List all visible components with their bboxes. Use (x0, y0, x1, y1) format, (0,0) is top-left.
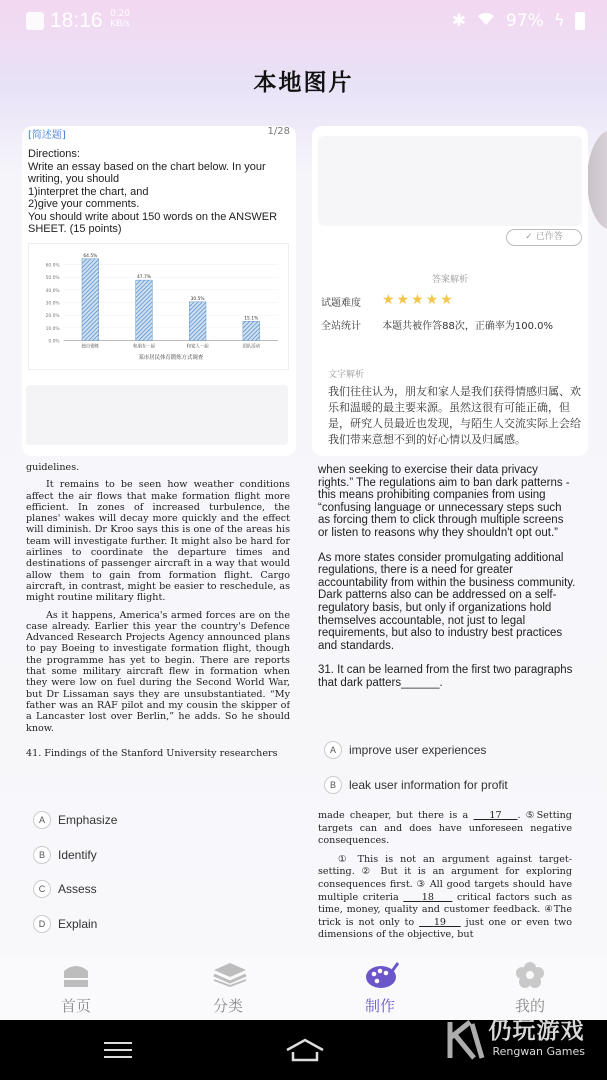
tab-label: 首页 (60, 997, 91, 1015)
tab-create[interactable] (320, 955, 440, 1020)
difficulty-label: 试题难度 (321, 298, 361, 309)
data-label: 30.5% (190, 296, 205, 302)
x-tick-label: 和朋友一起 (132, 344, 155, 350)
x-tick-label: 团队活动 (242, 344, 261, 350)
bar (82, 259, 99, 341)
status-bar (0, 0, 607, 44)
home-nav-icon[interactable] (285, 1038, 325, 1066)
bar (243, 321, 260, 340)
tab-profile[interactable] (470, 955, 590, 1020)
answered-badge (506, 229, 582, 246)
blank-number: 19 (433, 916, 447, 928)
option-c[interactable] (33, 880, 97, 898)
watermark-logo-icon (444, 1018, 486, 1060)
blank-18 (403, 892, 452, 903)
bluetooth-icon: ✱ (451, 10, 466, 31)
question-chart (28, 243, 289, 370)
paragraph: As more states consider promulgating additional regulations, there is a need for greater accountability from within the business community. Dark patterns also can be addressed on a self-regulatory basis, but only if organizations hold themselves accountable, not just to legal requirements, but also to industry best practices and standards. (318, 551, 576, 652)
bar (189, 302, 206, 341)
wifi-icon (476, 10, 496, 31)
text-segment: critical factors such as time, money, quality and customer feedback. ④The trick is not only to (318, 891, 572, 928)
y-tick-label: 30.0% (45, 301, 60, 307)
option-letter: D (33, 915, 51, 933)
flower-icon (515, 961, 545, 987)
right-page-text-2 (318, 810, 572, 952)
question-31: 31. It can be learned from the first two paragraphs that dark patters______. (318, 664, 573, 689)
layers-icon (213, 961, 243, 987)
option-text: improve user experiences (349, 743, 487, 757)
text-segment: just one or even two dimensions of the objective, but (318, 916, 572, 941)
network-speed-unit: KB/s (110, 19, 130, 29)
option-letter: A (324, 741, 342, 759)
option-a[interactable] (33, 811, 117, 829)
battery-text: 97% (505, 10, 544, 31)
explain-text: 我们往往认为，朋友和家人是我们获得情感归属、欢乐和温暖的最主要来源。虽然这很有可能正确，但是，研究人员最近也发现，与陌生人交流实际上会给我们带来意想不到的好心情以及归属感。 (328, 385, 581, 446)
option-text: Explain (58, 917, 98, 931)
paragraph: when seeking to exercise their data privacy rights.” The regulations aim to ban dark patterns - this means prohibiting companies from using “confusing language or unnecessary steps such as forcing them to click through multiple screens or listen to reasons why they shouldn't opt out.” (318, 464, 570, 539)
option-letter: C (33, 880, 51, 898)
option-letter: A (33, 811, 51, 829)
blank-17 (474, 810, 518, 821)
data-label: 64.5% (83, 253, 98, 259)
tab-category[interactable] (168, 955, 288, 1020)
option-letter: B (324, 776, 342, 794)
option-b[interactable] (324, 776, 508, 794)
bottom-tab-bar (0, 955, 607, 1020)
blank-number: 18 (421, 891, 434, 903)
home-icon (61, 961, 91, 987)
data-label: 47.7% (136, 275, 151, 281)
option-a[interactable] (324, 741, 486, 759)
option-d[interactable] (33, 915, 97, 933)
network-speed-value: 0.20 (110, 9, 131, 19)
tab-label: 制作 (364, 997, 395, 1015)
text-segment: ① This is not an argument against target-setting. ② But it is an argument for exploring consequences first. ③ All good targets should have multiple criteria (318, 853, 572, 903)
data-label: 15.1% (244, 316, 259, 322)
tab-label: 分类 (212, 997, 243, 1015)
y-tick-label: 0.0% (48, 339, 60, 345)
y-tick-label: 50.0% (45, 276, 60, 282)
paragraph (318, 854, 572, 942)
blurred-content (26, 385, 288, 445)
paragraph: guidelines. (26, 462, 80, 473)
paragraph: As it happens, America's armed forces are on the case already. Earlier this year the country's Defence Advanced Research Projects Agency announced plans to pay Boeing to investigate formation flight, though the programme has yet to begin. There are reports that some military aircraft flew in formation when they were low on fuel during the Second World War, but Dr Lissaman says they are unsubstantiated. “My father was an RAF pilot and my cousin the skipper of a Lancaster lost over Berlin,” he adds. So he should know. (26, 609, 290, 734)
left-page-text (26, 462, 290, 802)
page-title: 本地图片 (253, 70, 354, 96)
y-tick-label: 10.0% (45, 326, 60, 332)
stats-text: 本题共被作答88次，正确率为100.0% (382, 321, 554, 332)
watermark-subtitle: Rengwan Games (492, 1045, 585, 1058)
status-time: 18:16 (50, 9, 103, 32)
watermark-title: 仍玩游戏 (488, 1018, 585, 1044)
paragraph: It remains to be seen how weather conditions affect the air flows that make formation flight more efficient. In zones of increased turbulence, the planes' wakes will decay more quickly and the effect will diminish. Dr Kroo says this is one of the areas his team will investigate further. It might also be hard for airlines to coordinate the departure times and destinations of passenger aircraft in a way that would allow them to gain from formation flight. Cargo aircraft, in contrast, might be easier to reschedule, as might routine military flight. (26, 479, 290, 604)
analysis-title: 答案解析 (431, 275, 468, 285)
option-text: Assess (58, 882, 97, 896)
option-text: leak user information for profit (349, 778, 508, 792)
stats-row (321, 317, 553, 332)
option-text: Emphasize (58, 813, 118, 827)
y-tick-label: 20.0% (45, 314, 60, 320)
stats-label: 全站统计 (321, 321, 361, 332)
edge-decoration (587, 130, 607, 230)
explain-title: 文字解析 (328, 370, 365, 380)
answer-card[interactable] (312, 126, 588, 456)
answer-image-placeholder (318, 136, 582, 226)
question-page-indicator: 1/28 (267, 126, 290, 137)
tab-label: 我的 (514, 997, 545, 1015)
blank-19 (419, 917, 461, 928)
y-tick-label: 40.0% (45, 288, 60, 294)
text-segment: . ⑤Setting targets can and does have unforeseen negative consequences. (318, 810, 572, 847)
text-segment: made cheaper, but there is a (318, 810, 469, 821)
battery-icon (575, 12, 585, 30)
option-letter: B (33, 846, 51, 864)
option-b[interactable] (33, 846, 97, 864)
paragraph (318, 810, 572, 848)
check-icon: ✓ (525, 232, 536, 242)
x-axis-label: 某市居民体育锻炼方式调查 (138, 355, 204, 362)
menu-icon[interactable] (104, 1042, 132, 1063)
difficulty-row (321, 294, 379, 309)
app-notification-icon (26, 12, 44, 30)
answered-badge-label: 已作答 (535, 232, 563, 242)
palette-icon (365, 961, 395, 987)
question-type-tag: [简述题] (28, 130, 66, 141)
question-text: Directions: Write an essay based on the chart below. In your writing, you should 1)interpret the chart, and 2)give your comments. You should write about 150 words on the ANSWER SHEET. (15 points) (28, 148, 278, 235)
difficulty-stars: ★★★★★ (382, 292, 455, 308)
x-tick-label: 独自锻炼 (81, 344, 100, 350)
charging-icon: ϟ (553, 10, 565, 31)
network-speed (110, 9, 130, 29)
blank-number: 17 (489, 810, 502, 821)
question-41: 41. Findings of the Stanford University researchers (26, 747, 278, 759)
watermark (438, 1012, 585, 1058)
y-tick-label: 60.0% (45, 263, 60, 269)
option-text: Identify (58, 848, 97, 862)
bar-chart (29, 244, 288, 369)
tab-home[interactable] (16, 955, 136, 1020)
bar (136, 280, 153, 340)
status-right (452, 10, 585, 31)
x-tick-label: 和家人一起 (186, 344, 209, 350)
